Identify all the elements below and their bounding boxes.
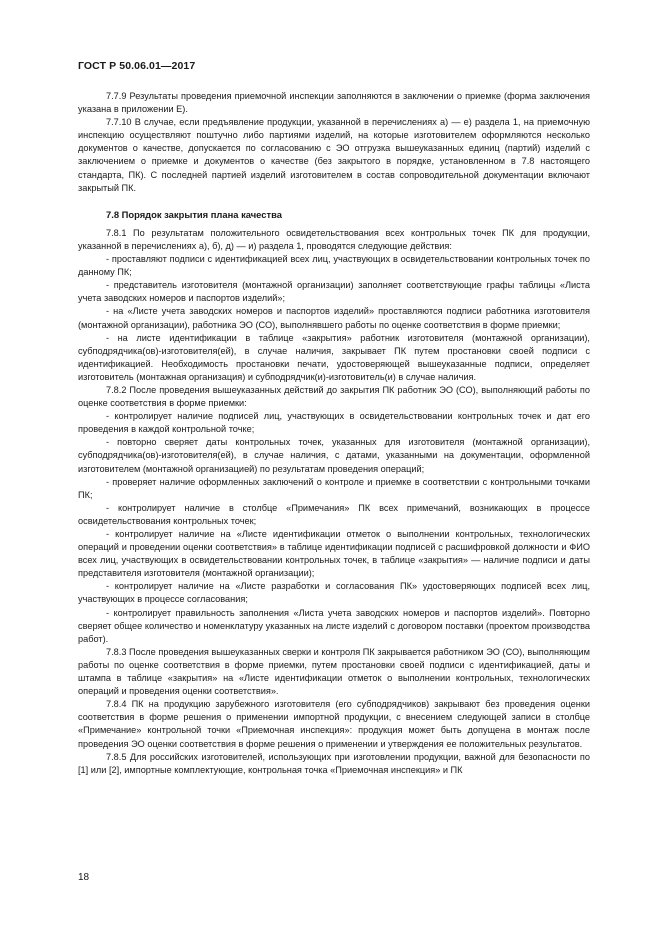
paragraph: 7.8.4 ПК на продукцию зарубежного изготовителя (его субподрядчиков) закрывают без проведения оценки соответствия в форме решения о применении импортной продукции, с внесением следующей записи в столбце «Примечание» контрольной точки «Приемочная инспекция»: продукция может быть допущена в монтаж после проведения ЭО оценки соответствия в форме решения о применении и утверждения ее положительных результатов. <box>78 699 590 749</box>
paragraph: 7.8.2 После проведения вышеуказанных действий до закрытия ПК работник ЭО (СО), выполняющий работы по оценке соответствия в форме приемки: <box>78 384 590 409</box>
list-item: - представитель изготовителя (монтажной организации) заполняет соответствующие графы таблицы «Листа учета заводских номеров и паспортов изделий»; <box>78 280 590 304</box>
document-body <box>78 90 590 777</box>
list-item: - проставляют подписи с идентификацией всех лиц, участвующих в освидетельствовании контрольных точек по данному ПК; <box>78 254 590 278</box>
paragraph: 7.8.3 После проведения вышеуказанных сверки и контроля ПК закрывается работником ЭО (СО), выполняющим работы по оценке соответствия в форме приемки, путем простановки своей подписи с идентификацией, даты и штампа в таблице «закрытия» на «Листе идентификации отметок о выполнении контрольных, технологических операций и проведения оценки соответствия». <box>78 646 590 697</box>
list-item: - контролирует наличие на «Листе разработки и согласования ПК» удостоверяющих подписей всех лиц, участвующих в процессе согласования; <box>78 581 590 605</box>
paragraph: 7.7.9 Результаты проведения приемочной инспекции заполняются в заключении о приемке (форма заключения указана в приложении Е). <box>78 91 590 115</box>
list-item: - на листе идентификации в таблице «закрытия» работник изготовителя (монтажной организации), субподрядчика(ов)-изготовителя(ей), в случае наличия, закрывает ПК путем простановки своей подписи с идентификацией. Необходимость простановки печати, удостоверяющей вышеуказанные подписи, определяет изготовитель (монтажная организация) и субподрядчик(и)-изготовитель(и) в случае наличия. <box>78 332 590 382</box>
section-title: 7.8 Порядок закрытия плана качества <box>106 208 282 220</box>
list-item: - контролирует правильность заполнения «Листа учета заводских номеров и паспортов изделий». Повторно сверяет общее количество и номенклатуру указанных на листе изделий с договором поставки (проектом производства работ). <box>78 607 590 644</box>
list-item: - проверяет наличие оформленных заключений о контроле и приемке в соответствии с контрольными точками ПК; <box>78 476 590 500</box>
page-number: 18 <box>78 872 90 883</box>
paragraph: 7.7.10 В случае, если предъявление продукции, указанной в перечислениях а) — е) раздела 1, на приемочную инспекцию осуществляют поштучно либо партиями изделий, на которые изготовителем оформляются несколько документов о качестве, допускается по согласованию с ЭО отгрузка вышеуказанных единиц (партий) изделий с заключением о приемке и документов о качестве (без закрытого в порядке, установленном в 7.8 настоящего стандарта, ПК). С последней партией изделий изготовителем в состав сопроводительной документации включают закрытый ПК. <box>78 117 590 193</box>
list-item: - контролирует наличие подписей лиц, участвующих в освидетельствовании контрольных точек и дат его проведения в каждой контрольной точке; <box>78 411 590 435</box>
list-item: - на «Листе учета заводских номеров и паспортов изделий» проставляются подписи работника изготовителя (монтажной организации), работника ЭО (СО), выполнявшего работы по оценке соответствия в форме приемки; <box>78 306 590 330</box>
document-header: ГОСТ Р 50.06.01—2017 <box>78 60 196 72</box>
paragraph: 7.8.5 Для российских изготовителей, использующих при изготовлении продукции, важной для безопасности по [1] или [2], импортные комплектующие, контрольная точка «Приемочная инспекция» и ПК <box>78 751 590 775</box>
paragraph: 7.8.1 По результатам положительного освидетельствования всех контрольных точек ПК для продукции, указанной в перечислениях а), б), д) — и) раздела 1, проводятся следующие действия: <box>78 227 590 251</box>
list-item: - повторно сверяет даты контрольных точек, указанных для изготовителя (монтажной организации), субподрядчика(ов)-изготовителя(ей), в случае наличия, с датами, указанными на документации, оформленной изготовителем (монтажной организацией) по результатам проведения операций; <box>78 437 590 474</box>
list-item: - контролирует наличие в столбце «Примечания» ПК всех примечаний, возникающих в процессе освидетельствования контрольных точек; <box>78 502 590 526</box>
list-item: - контролирует наличие на «Листе идентификации отметок о выполнении контрольных, технологических операций и проведении оценки соответствия» в таблице идентификации подписей с расшифровкой должности и ФИО всех лиц, участвующих в освидетельствовании контрольных точек, в таблице «закрытия» — наличие подписи и даты представителя изготовителя (монтажной организации); <box>78 529 590 579</box>
